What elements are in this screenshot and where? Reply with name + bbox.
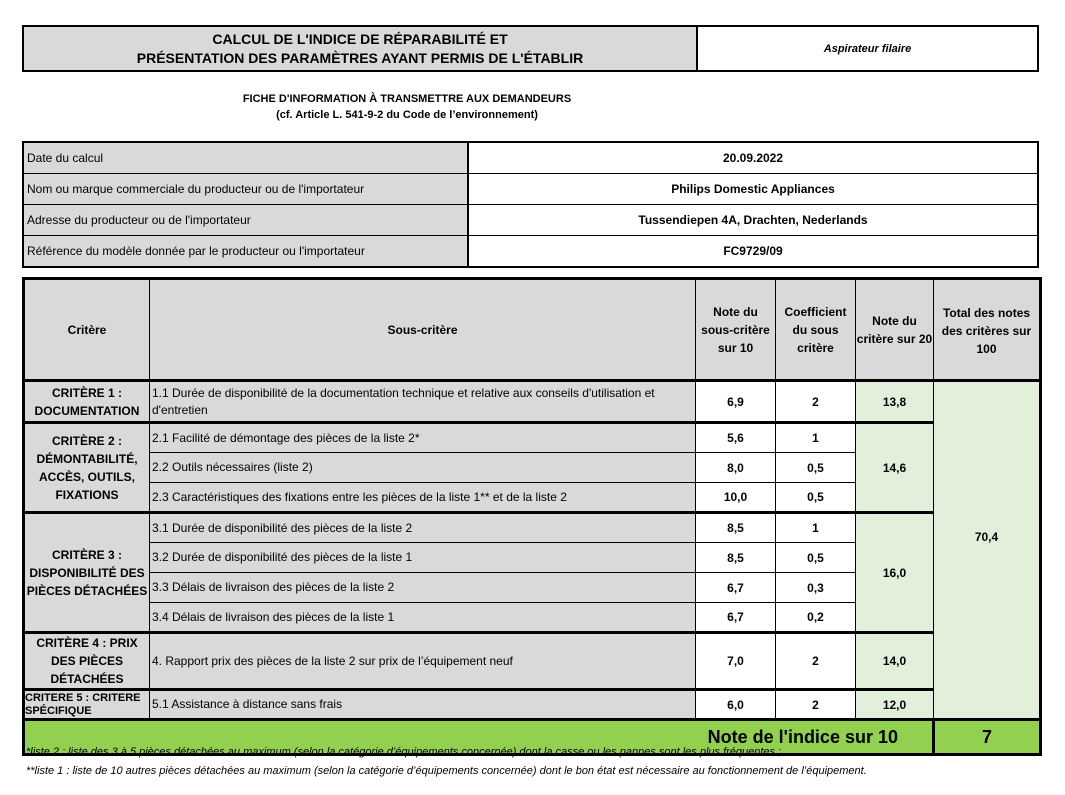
sub-criterion-label: 1.1 Durée de disponibilité de la documentation technique et relative aux conseils d'utilisation et d'entretien	[150, 381, 696, 423]
sub-criterion-label: 3.4 Délais de livraison des pièces de la liste 1	[150, 603, 696, 633]
sub-criterion-coefficient: 0,2	[776, 603, 856, 633]
footnote-liste-1: **liste 1 : liste de 10 autres pièces détachées au maximum (selon la catégorie d’équipements concernée) dont le bon état est nécessaire au fonctionnement de l’équipement.	[26, 765, 867, 777]
sub-criterion-note: 10,0	[696, 483, 776, 513]
info-value: FC9729/09	[723, 244, 783, 258]
sub-criterion-note: 5,6	[696, 423, 776, 453]
final-score-label: Note de l'indice sur 10	[24, 720, 934, 755]
col-header-note-sous: Note du sous-critère sur 10	[696, 279, 776, 381]
info-label: Date du calcul	[24, 143, 469, 173]
table-row	[24, 513, 1041, 543]
info-row-brand	[24, 174, 1037, 205]
info-value: Tussendiepen 4A, Drachten, Nederlands	[638, 213, 868, 227]
sub-criterion-coefficient: 1	[776, 423, 856, 453]
sub-criterion-note: 8,0	[696, 453, 776, 483]
criterion-name: CRITÈRE 3 : DISPONIBILITÉ DES PIÈCES DÉTACHÉES	[24, 513, 150, 633]
sub-criterion-coefficient: 2	[776, 381, 856, 423]
sub-criterion-coefficient: 2	[776, 633, 856, 690]
title-line-1: CALCUL DE L'INDICE DE RÉPARABILITÉ ET	[212, 30, 508, 47]
criterion-note: 13,8	[856, 381, 934, 423]
sub-criterion-label: 3.2 Durée de disponibilité des pièces de la liste 1	[150, 543, 696, 573]
info-label: Nom ou marque commerciale du producteur ou de l'importateur	[24, 174, 469, 204]
sub-criterion-note: 6,7	[696, 603, 776, 633]
sub-criterion-label: 2.3 Caractéristiques des fixations entre les pièces de la liste 1** et de la liste 2	[150, 483, 696, 513]
sub-criterion-label: 5.1 Assistance à distance sans frais	[150, 690, 696, 720]
criterion-note: 14,6	[856, 423, 934, 513]
criterion-note: 16,0	[856, 513, 934, 633]
info-table	[22, 141, 1039, 268]
criterion-note: 12,0	[856, 690, 934, 720]
info-row-reference	[24, 236, 1037, 266]
total-score: 70,4	[934, 381, 1041, 720]
sub-criterion-coefficient: 1	[776, 513, 856, 543]
sub-criterion-coefficient: 0,5	[776, 453, 856, 483]
header	[22, 25, 1039, 72]
title-line-2: PRÉSENTATION DES PARAMÈTRES AYANT PERMIS DE L'ÉTABLIR	[136, 49, 584, 66]
col-header-note-critere: Note du critère sur 20	[856, 279, 934, 381]
score-table	[22, 277, 1042, 756]
info-value: Philips Domestic Appliances	[671, 182, 835, 196]
subtitle-line-2: (cf. Article L. 541-9-2 du Code de l’environnement)	[276, 109, 538, 121]
col-header-sous-critere: Sous-critère	[150, 279, 696, 381]
sub-criterion-note: 8,5	[696, 543, 776, 573]
info-value: 20.09.2022	[722, 151, 784, 165]
sub-criterion-coefficient: 2	[776, 690, 856, 720]
sub-criterion-note: 8,5	[696, 513, 776, 543]
criterion-name: CRITÈRE 2 : DÉMONTABILITÉ, ACCÈS, OUTILS, FIXATIONS	[24, 423, 150, 513]
info-row-date	[24, 143, 1037, 174]
table-row	[24, 690, 1041, 720]
criterion-name: CRITÈRE 1 : DOCUMENTATION	[24, 381, 150, 423]
col-header-total: Total des notes des critères sur 100	[934, 279, 1041, 381]
table-row	[24, 381, 1041, 423]
sub-criterion-note: 6,0	[696, 690, 776, 720]
final-score-value: 7	[934, 720, 1041, 755]
sub-criterion-label: 4. Rapport prix des pièces de la liste 2 sur prix de l’équipement neuf	[150, 633, 696, 690]
col-header-coefficient: Coefficient du sous critère	[776, 279, 856, 381]
criterion-name: CRITERE 5 : CRITERE SPÉCIFIQUE	[24, 690, 150, 720]
sub-criterion-label: 2.2 Outils nécessaires (liste 2)	[150, 453, 696, 483]
sub-criterion-label: 2.1 Facilité de démontage des pièces de la liste 2*	[150, 423, 696, 453]
info-label: Référence du modèle donnée par le producteur ou l'importateur	[24, 236, 469, 266]
sub-criterion-note: 6,7	[696, 573, 776, 603]
sub-criterion-coefficient: 0,5	[776, 483, 856, 513]
sub-criterion-note: 6,9	[696, 381, 776, 423]
info-row-address	[24, 205, 1037, 236]
table-header-row	[24, 279, 1041, 381]
footnote-liste-2: *liste 2 : liste des 3 à 5 pièces détachées au maximum (selon la catégorie d’équipements concernée) dont la casse ou les pannes sont les plus fréquentes ;	[26, 746, 782, 758]
sub-criterion-label: 3.3 Délais de livraison des pièces de la liste 2	[150, 573, 696, 603]
document-title	[24, 27, 698, 70]
product-type: Aspirateur filaire	[823, 42, 912, 55]
table-row	[24, 633, 1041, 690]
sub-criterion-note: 7,0	[696, 633, 776, 690]
criterion-name: CRITÈRE 4 : PRIX DES PIÈCES DÉTACHÉES	[24, 633, 150, 690]
col-header-critere: Critère	[24, 279, 150, 381]
info-label: Adresse du producteur ou de l'importateur	[24, 205, 469, 235]
subtitle-line-1: FICHE D'INFORMATION À TRANSMETTRE AUX DEMANDEURS	[242, 93, 572, 105]
criterion-note: 14,0	[856, 633, 934, 690]
sub-criterion-coefficient: 0,5	[776, 543, 856, 573]
sub-criterion-label: 3.1 Durée de disponibilité des pièces de la liste 2	[150, 513, 696, 543]
table-row	[24, 423, 1041, 453]
sub-criterion-coefficient: 0,3	[776, 573, 856, 603]
